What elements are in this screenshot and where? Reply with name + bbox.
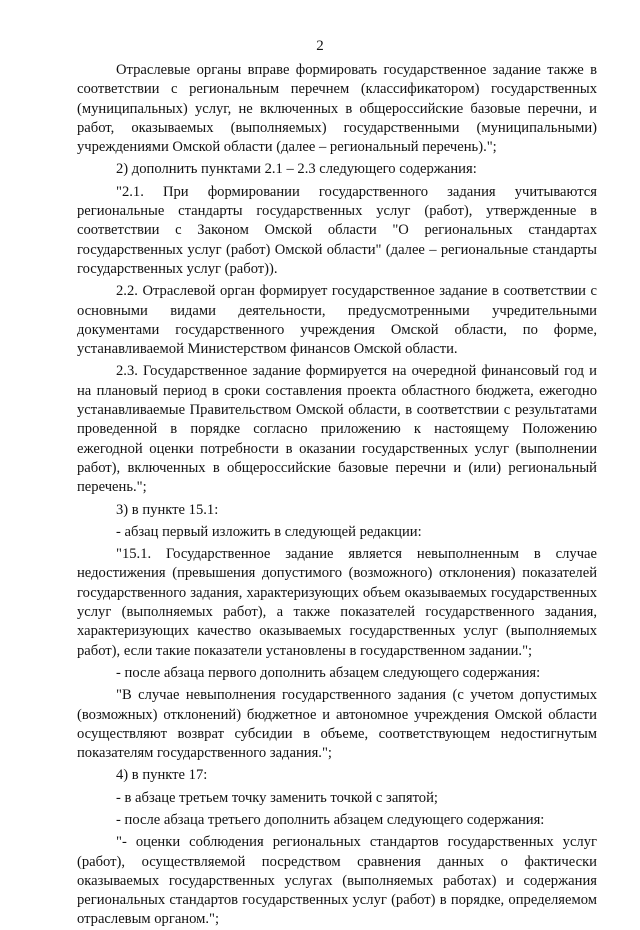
- paragraph-clause-2-3: 2.3. Государственное задание формируется на очередной финансовый год и на плановый период в сроки составления проекта областного бюджета, ежегодно устанавливаемые Правительством Омской области, в соответствии с результатами проведенной в порядке согласно приложению к настоящему Положению ежегодной оценки потребности в оказании государственных услуг (выполнении работ), включенных в общероссийские базовые перечни и (или) региональный перечень.";: [77, 363, 597, 496]
- document-body: [77, 61, 597, 930]
- paragraph-clause-2-2: 2.2. Отраслевой орган формирует государственное задание в соответствии с основными видами деятельности, предусмотренными учредительными документами государственного учреждения Омской области, по форме, устанавливаемой Министерством финансов Омской области.: [77, 283, 597, 358]
- page-number: 2: [316, 38, 324, 54]
- paragraph-clause-15-1: "15.1. Государственное задание является невыполненным в случае недостижения (превышения допустимого (возможного) отклонения) показателей государственного задания, характеризующих объем оказываемых государственных услуг (выполняемых работ), а также показателей государственного задания, характеризующих качество оказываемых государственных услуг (выполняемых работ), если такие показатели установлены в государственном задании.";: [77, 546, 597, 659]
- paragraph-item-3-first-abzac: - абзац первый изложить в следующей редакции:: [116, 523, 422, 540]
- paragraph-clause-2-1: "2.1. При формировании государственного задания учитываются региональные стандарты государственных услуг (работ), утвержденные в соответствии с Законом Омской области "О региональных стандартах государственных услуг (работ) Омской области" (далее – региональные стандарты государственных услуг (работ)).: [77, 183, 597, 277]
- paragraph-item-2-intro: 2) дополнить пунктами 2.1 – 2.3 следующего содержания:: [116, 161, 477, 178]
- paragraph-subsidy-return: "В случае невыполнения государственного задания (с учетом допустимых (возможных) отклонений) бюджетное и автономное учреждения Омской области осуществляют возврат субсидии в объеме, соответствующем недостигнутым показателям государственного задания.";: [77, 687, 597, 762]
- paragraph-item-3-after-first: - после абзаца первого дополнить абзацем следующего содержания:: [116, 664, 541, 681]
- paragraph-standards-assessment: "- оценки соблюдения региональных стандартов государственных услуг (работ), осуществляемой посредством сравнения данных о фактически оказываемых государственных услугах (выполняемых работах) и содержания региональных стандартов государственных услуг (работ) в порядке, определяемом отраслевым органом.";: [77, 834, 597, 928]
- paragraph-item-4-third-abzac: - в абзаце третьем точку заменить точкой с запятой;: [116, 789, 438, 806]
- paragraph-item-4-after-third: - после абзаца третьего дополнить абзацем следующего содержания:: [116, 811, 545, 828]
- paragraph-regional-list: Отраслевые органы вправе формировать государственное задание также в соответствии с региональным перечнем (классификатором) государственных (муниципальных) услуг, не включенных в общероссийские базовые перечни, и работ, оказываемых (выполняемых) государственными (муниципальными) учреждениями Омской области (далее – региональный перечень).";: [77, 62, 597, 156]
- paragraph-item-3-intro: 3) в пункте 15.1:: [116, 501, 219, 518]
- paragraph-item-4-intro: 4) в пункте 17:: [116, 767, 208, 784]
